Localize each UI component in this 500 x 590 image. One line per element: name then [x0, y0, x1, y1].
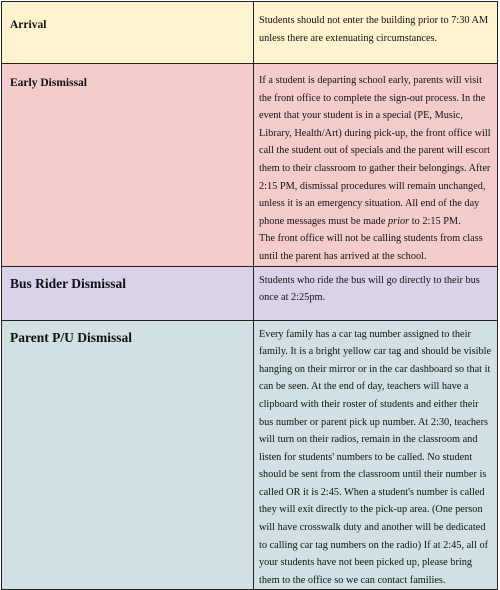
- desc-cell-bus-rider: [254, 266, 498, 320]
- label-cell-parent-pu: [2, 320, 254, 590]
- paragraph: [259, 72, 493, 230]
- desc-cell-arrival: [254, 2, 498, 64]
- desc-cell-early-dismissal: [254, 64, 498, 267]
- paragraph: Students who ride the bus will go directly to their bus once at 2:25pm.: [259, 274, 480, 304]
- row-description: [254, 321, 497, 590]
- paragraph: The front office will not be calling students from class until the parent has arrived at the school.: [259, 233, 483, 262]
- label-cell-arrival: [2, 2, 254, 64]
- label-cell-bus-rider: [2, 266, 254, 320]
- row-early-dismissal: [2, 64, 498, 267]
- row-arrival: [2, 2, 498, 64]
- dismissal-policy-table: [1, 1, 498, 590]
- paragraph: Students should not enter the building prior to 7:30 AM unless there are extenuating circumstances.: [259, 15, 489, 44]
- text-after: to 2:15 PM.: [409, 215, 461, 227]
- row-label: Parent P/U Dismissal: [10, 329, 132, 345]
- row-parent-pu-dismissal: [2, 320, 498, 590]
- emphasis: prior: [387, 215, 410, 227]
- text-before: If a student is departing school early, parents will visit the front office to complete the sign-out process. In the event that your student is in a special (PE, Music, Library, Health/Art) during pick-up, the front office will call the student out of specials and the parent will escort them to their classroom to gather their belongings. After 2:15 PM, dismissal procedures will remain unchanged, unless it is an emergency situation. All end of the day phone messages must be made: [259, 75, 491, 227]
- paragraph: Every family has a car tag number assigned to their family. It is a bright yellow car tag and should be visible hanging on their mirror or in the car dashboard so that it can be seen. At the end of day, teachers will have a clipboard with their roster of students and either their bus number or parent pick up number. At 2:30, teachers will turn on their radios, remain in the classroom and listen for students' numbers to be called. No student should be sent from the classroom until their number is called OR it is 2:45. When a student's number is called they will exit directly to the pick-up area. (One person will have crosswalk duty and another will be dedicated to calling car tag numbers on the radio) If at 2:45, all of your students have not been picked up, please bring them to the office so we can contact families.: [259, 328, 492, 586]
- row-label: Arrival: [10, 19, 47, 31]
- row-bus-rider-dismissal: [2, 266, 498, 320]
- row-label: Bus Rider Dismissal: [10, 275, 127, 291]
- row-description: [254, 2, 497, 47]
- desc-cell-parent-pu: [254, 320, 498, 590]
- row-description: [254, 267, 497, 307]
- label-cell-early-dismissal: [2, 64, 254, 267]
- row-label: Early Dismissal: [10, 77, 87, 89]
- row-description: [254, 64, 497, 266]
